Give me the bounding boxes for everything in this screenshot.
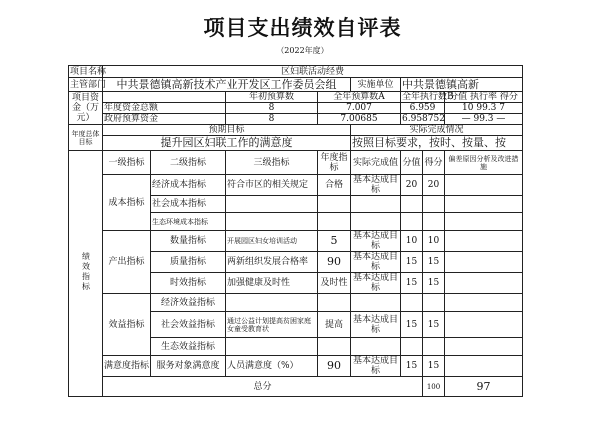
department-row (69, 78, 523, 92)
indicator-reason (445, 175, 523, 196)
funds-blank (103, 92, 226, 103)
funds-row-gov (69, 114, 523, 125)
table-row (69, 294, 523, 312)
fund-exec: 6.959 (401, 103, 445, 114)
goals-content-row (69, 136, 523, 151)
indicator-got (423, 213, 445, 231)
col-score: 分值 (401, 151, 423, 175)
indicator-actual (351, 196, 401, 213)
indicator-l2: 生态效益指标 (151, 338, 226, 356)
expected-goal: 提升园区妇联工作的满意度 (103, 136, 351, 151)
indicator-got: 15 (423, 273, 445, 294)
fund-got: 7 (499, 103, 505, 113)
indicator-got (423, 338, 445, 356)
indicator-l3 (226, 294, 318, 312)
indicator-l3 (226, 338, 318, 356)
dept-value: 中共景德镇高新技术产业开发区工作委员会组 (103, 78, 351, 92)
page-title: 项目支出绩效自评表 (203, 15, 402, 40)
col-full-budget: 全年预算数A (318, 92, 401, 103)
col-l3: 三级指标 (226, 151, 318, 175)
indicator-actual: 基本达成目标 (351, 252, 401, 273)
impl-value: 中共景德镇高新 (401, 78, 523, 92)
fund-rate: 99.3 (476, 103, 497, 113)
indicator-reason (445, 231, 523, 252)
group-output: 产出指标 (103, 231, 151, 294)
indicator-reason (445, 356, 523, 377)
col-rate: 执行率 (470, 92, 498, 102)
indicator-l2: 社会成本指标 (151, 196, 226, 213)
actual-goal: 按照目标要求，按时、按量、按 (351, 136, 523, 151)
indicator-target: 90 (318, 356, 351, 377)
indicator-score (401, 294, 423, 312)
fund-label: 年度资金总额 (103, 103, 226, 114)
indicator-target: 合格 (318, 175, 351, 196)
fund-exec: 6.958752 (402, 114, 445, 124)
indicator-l3: 加强健康及时性 (226, 273, 318, 294)
table-row (69, 231, 523, 252)
indicator-target: 及时性 (318, 273, 351, 294)
indicator-got: 15 (423, 252, 445, 273)
goals-header-row (69, 125, 523, 136)
fund-score-rate-got (445, 114, 523, 125)
indicator-actual: 基本达成目标 (351, 273, 401, 294)
indicator-l2: 经济效益指标 (151, 294, 226, 312)
indicator-score: 15 (401, 312, 423, 338)
indicator-l3: 人员满意度（%） (226, 356, 318, 377)
indicator-got (423, 196, 445, 213)
indicator-score: 15 (401, 252, 423, 273)
indicator-score: 20 (401, 175, 423, 196)
indicator-l2: 社会效益指标 (151, 312, 226, 338)
col-budget: 年初预算数 (226, 92, 318, 103)
fund-score: 10 (462, 103, 474, 113)
indicator-score (401, 338, 423, 356)
fund-full: 7.007 (318, 103, 401, 114)
indicator-actual (351, 338, 401, 356)
indicator-l3 (226, 196, 318, 213)
perf-side-label (69, 151, 103, 397)
indicator-l3: 符合市区的相关规定 (226, 175, 318, 196)
project-name-value: 区妇联活动经费 (103, 66, 523, 78)
perf-header-row (69, 151, 523, 175)
indicator-l2: 时效指标 (151, 273, 226, 294)
fund-full: 7.00685 (318, 114, 401, 125)
fund-budget: 8 (226, 114, 318, 125)
indicator-score: 10 (401, 231, 423, 252)
project-name-label: 项目名称 (70, 66, 107, 77)
indicator-l3: 两新组织发展合格率 (226, 252, 318, 273)
dept-label: 主管部门 (70, 79, 107, 90)
indicator-target (318, 294, 351, 312)
total-score: 100 (423, 377, 445, 397)
col-actual: 实际完成值 (351, 151, 401, 175)
indicator-actual (351, 294, 401, 312)
funds-header-row (69, 92, 523, 103)
indicator-l2: 数量指标 (151, 231, 226, 252)
actual-label: 实际完成情况 (351, 125, 523, 136)
goals-label: 年度总体目标 (69, 125, 103, 151)
indicator-l2: 质量指标 (151, 252, 226, 273)
indicator-l3: 通过公益计划提高贫困家庭女童受教育状 (226, 312, 318, 338)
indicator-got: 15 (423, 356, 445, 377)
indicator-actual: 基本达成目标 (351, 175, 401, 196)
fund-got: — (496, 114, 506, 124)
funds-row-total (69, 103, 523, 114)
indicator-got: 20 (423, 175, 445, 196)
table-row (69, 175, 523, 196)
indicator-target: 90 (318, 252, 351, 273)
indicator-score: 15 (401, 273, 423, 294)
col-reason: 偏差原因分析及改进措施 (445, 151, 523, 175)
total-label: 总分 (103, 377, 423, 397)
indicator-got (423, 294, 445, 312)
indicator-got: 10 (423, 231, 445, 252)
year-note: （2022年度） (276, 46, 329, 55)
indicator-actual: 基本达成目标 (351, 356, 401, 377)
perf-side-text: 绩效指标 (81, 252, 91, 292)
indicator-reason (445, 213, 523, 231)
indicator-target: 提高 (318, 312, 351, 338)
total-got: 97 (445, 377, 523, 397)
col-target: 年度指标 (318, 151, 351, 175)
impl-label: 实施单位 (351, 78, 401, 92)
indicator-actual: 基本达成目标 (351, 312, 401, 338)
total-row (69, 377, 523, 397)
col-got: 得分 (423, 151, 445, 175)
indicator-got: 15 (423, 312, 445, 338)
indicator-target: 5 (318, 231, 351, 252)
indicator-target (318, 196, 351, 213)
indicator-score: 15 (401, 356, 423, 377)
fund-label: 政府预算资金 (103, 114, 226, 125)
fund-score: — (461, 114, 471, 124)
indicator-score (401, 213, 423, 231)
group-cost: 成本指标 (103, 175, 151, 231)
indicator-score (401, 196, 423, 213)
indicator-reason (445, 312, 523, 338)
indicator-actual (351, 213, 401, 231)
col-l2: 二级指标 (151, 151, 226, 175)
col-score: 分值 (449, 92, 468, 102)
col-l1: 一级指标 (103, 151, 151, 175)
project-name-row (69, 66, 523, 78)
indicator-l2: 服务对象满意度 (151, 356, 226, 377)
col-score-rate-got (445, 92, 523, 103)
indicator-reason (445, 338, 523, 356)
expected-label: 预期目标 (103, 125, 351, 136)
self-evaluation-table (68, 65, 523, 397)
fund-budget: 8 (226, 103, 318, 114)
funds-label: 项目资金（万元） (69, 92, 103, 125)
indicator-reason (445, 252, 523, 273)
indicator-actual: 基本达成目标 (351, 231, 401, 252)
fund-rate: 99.3 (473, 114, 494, 124)
indicator-l3 (226, 213, 318, 231)
indicator-reason (445, 196, 523, 213)
indicator-reason (445, 273, 523, 294)
indicator-target (318, 213, 351, 231)
indicator-target (318, 338, 351, 356)
col-got: 得分 (499, 92, 518, 102)
indicator-reason (445, 294, 523, 312)
indicator-l2: 经济成本指标 (151, 175, 226, 196)
fund-score-rate-got (445, 103, 523, 114)
indicator-l3: 开展园区妇女培训活动 (226, 231, 318, 252)
group-satisfaction: 满意度指标 (103, 356, 151, 377)
col-exec: 全年执行数B (402, 92, 454, 102)
table-row (69, 356, 523, 377)
group-benefit: 效益指标 (103, 294, 151, 356)
indicator-l2: 生态环境成本指标 (151, 213, 226, 231)
